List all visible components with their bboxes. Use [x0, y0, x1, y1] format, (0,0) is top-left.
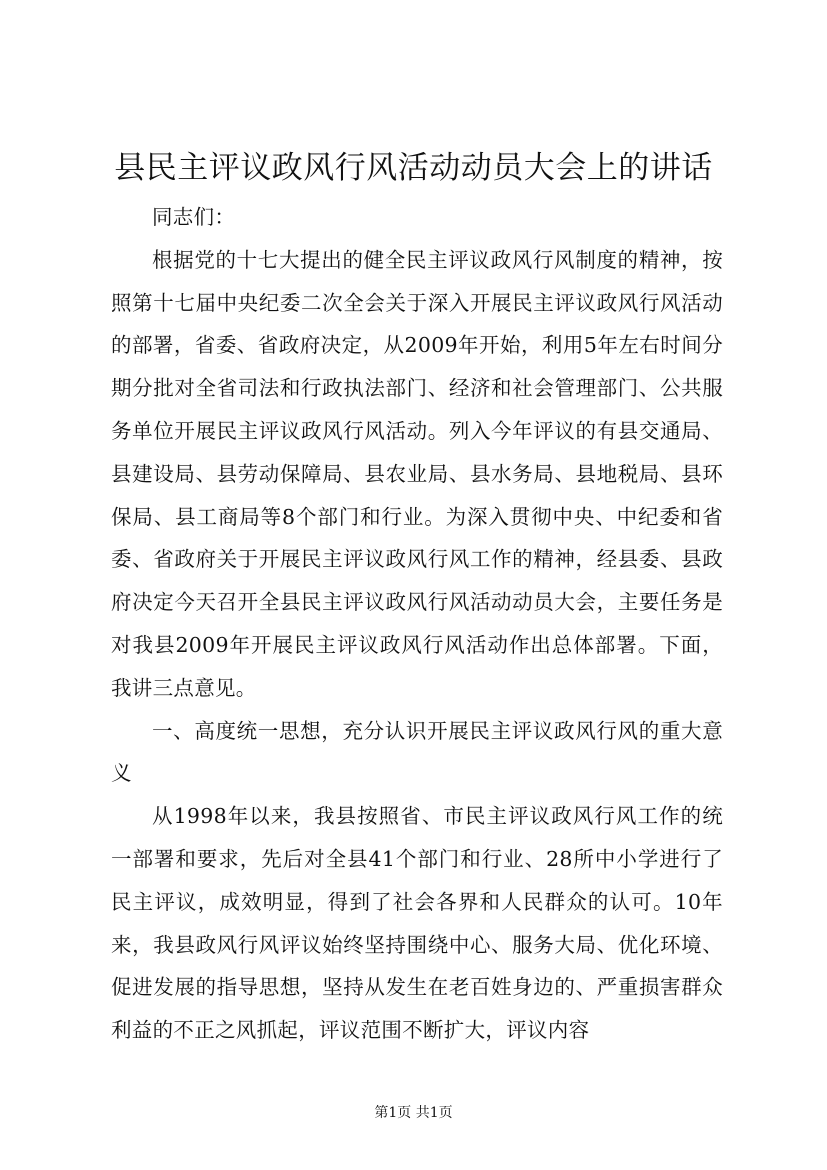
- document-body: [111, 196, 723, 1052]
- body-paragraph: 从1998年以来，我县按照省、市民主评议政风行风工作的统一部署和要求，先后对全县41个部门和行业、28所中小学进行了民主评议，成效明显，得到了社会各界和人民群众的认可。10年来，我县政风行风评议始终坚持围绕中心、服务大局、优化环境、促进发展的指导思想，坚持从发生在老百姓身边的、严重损害群众利益的不正之风抓起，评议范围不断扩大，评议内容: [111, 804, 723, 1043]
- salutation-paragraph: 同志们：: [152, 205, 236, 229]
- page-footer: 第1页 共1页: [374, 1105, 453, 1121]
- document-title: 县民主评议政风行风活动动员大会上的讲话: [114, 150, 713, 186]
- body-paragraph: 根据党的十七大提出的健全民主评议政风行风制度的精神，按照第十七届中央纪委二次全会关于深入开展民主评议政风行风活动的部署，省委、省政府决定，从2009年开始，利用5年左右时间分期分批对全省司法和行政执法部门、经济和社会管理部门、公共服务单位开展民主评议政风行风活动。列入今年评议的有县交通局、县建设局、县劳动保障局、县农业局、县水务局、县地税局、县环保局、县工商局等8个部门和行业。为深入贯彻中央、中纪委和省委、省政府关于开展民主评议政风行风工作的精神，经县委、县政府决定今天召开全县民主评议政风行风活动动员大会，主要任务是对我县2009年开展民主评议政风行风活动作出总体部署。下面，我讲三点意见。: [111, 247, 723, 700]
- section-heading-paragraph: 一、高度统一思想，充分认识开展民主评议政风行风的重大意义: [111, 718, 723, 786]
